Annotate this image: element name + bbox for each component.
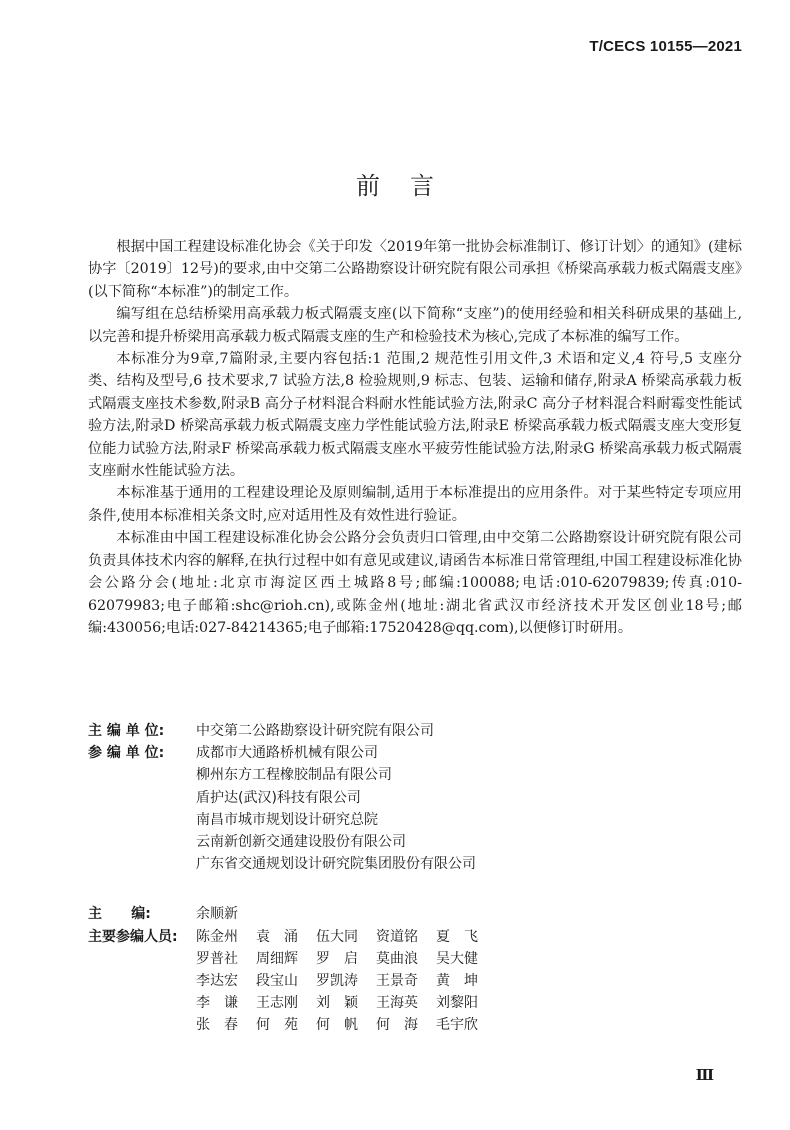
drafter-name: 莫曲浪 [376,950,418,967]
drafter-name: 段宝山 [256,972,298,989]
paragraph: 编写组在总结桥梁用高承载力板式隔震支座(以下简称“支座”)的使用经验和相关科研成果的基础上,以完善和提升桥梁用高承载力板式隔震支座的生产和检验技术为核心,完成了本标准的编写工作。 [88,306,742,345]
participating-unit-row [88,853,728,875]
drafter-name: 吴大健 [436,950,478,967]
foreword-body [88,236,742,639]
drafter-names [196,992,728,1014]
participating-unit-row [88,742,728,764]
participating-unit-row [88,764,728,786]
participating-unit-row [88,787,728,809]
drafter-name: 何 帆 [316,1017,358,1034]
drafter-names [196,948,728,970]
participating-unit-row [88,809,728,831]
drafter-name: 周细辉 [256,950,298,967]
drafters-row [88,992,728,1014]
paragraph: 本标准基于通用的工程建设理论及原则编制,适用于本标准提出的应用条件。对于某些特定专项应用条件,使用本标准相关条文时,应对适用性及有效性进行验证。 [88,485,742,524]
drafter-name: 夏 飞 [436,928,478,945]
participating-unit: 广东省交通规划设计研究院集团股份有限公司 [196,856,476,873]
chief-editor: 余顺新 [196,906,238,923]
drafter-names [196,970,728,992]
drafter-name: 刘黎阳 [436,995,478,1012]
drafter-name: 伍大同 [316,928,358,945]
drafters-row [88,1014,728,1036]
participating-unit-row [88,831,728,853]
drafters-row [88,948,728,970]
drafter-names [196,1014,728,1036]
drafters-row [88,926,728,948]
drafter-name: 罗普社 [196,950,238,967]
drafter-name: 王海英 [376,995,418,1012]
drafter-name: 资道铭 [376,928,418,945]
participating-label: 参 编 单 位: [88,745,165,762]
participating-unit: 成都市大通路桥机械有限公司 [196,745,378,762]
drafter-name: 何 苑 [256,1017,298,1034]
drafter-name: 何 海 [376,1017,418,1034]
chief-editor-row [88,903,728,925]
drafter-name: 李 谦 [196,995,238,1012]
credits-section [88,720,728,1036]
drafter-name: 张 春 [196,1017,238,1034]
participating-unit: 云南新创新交通建设股份有限公司 [196,833,406,850]
participating-unit: 柳州东方工程橡胶制品有限公司 [196,767,392,784]
drafter-name: 王景奇 [376,972,418,989]
drafter-name: 黄 坤 [436,972,478,989]
page-title: 前言 [356,172,464,200]
drafter-name: 刘 颖 [316,995,358,1012]
chief-unit: 中交第二公路勘察设计研究院有限公司 [196,723,434,739]
chief-unit-row [88,720,728,742]
chief-editor-label: 主 编: [88,906,151,923]
drafter-name: 李达宏 [196,972,238,989]
drafters-row [88,970,728,992]
page-number: Ⅲ [695,1066,714,1084]
paragraph: 本标准分为9章,7篇附录,主要内容包括:1 范围,2 规范性引用文件,3 术语和定义,4 符号,5 支座分类、结构及型号,6 技术要求,7 试验方法,8 检验规则,9 标志、包装、运输和储存,附录A 桥梁高承载力板式隔震支座技术参数,附录B 高分子材料混合料耐水性能试验方法,附录C 高分子材料混合料耐霉变性能试验方法,附录D 桥梁高承载力板式隔震支座力学性能试验方法,附录E 桥梁高承载力板式隔震支座大变形复位能力试验方法,附录F 桥梁高承载力板式隔震支座水平疲劳性能试验方法,附录G 桥梁高承载力板式隔震支座耐水性能试验方法。 [88,351,742,480]
drafter-name: 毛宇欣 [436,1017,478,1034]
drafter-name: 罗凯涛 [316,972,358,989]
drafter-name: 罗 启 [316,950,358,967]
participating-unit: 盾护达(武汉)科技有限公司 [196,789,361,806]
participating-unit: 南昌市城市规划设计研究总院 [196,811,378,828]
paragraph: 本标准由中国工程建设标准化协会公路分会负责归口管理,由中交第二公路勘察设计研究院有限公司负责具体技术内容的解释,在执行过程中如有意见或建议,请函告本标准日常管理组,中国工程建设标准化协会公路分会(地址:北京市海淀区西土城路8号;邮编:100088;电话:010-62079839;传真:010-62079983;电子邮箱:shc@rioh.cn),或陈金州(地址:湖北省武汉市经济技术开发区创业18号;邮编:430056;电话:027-84214365;电子邮箱:17520428@qq.com),以便修订时研用。 [88,530,742,636]
drafter-names [196,926,728,948]
drafter-name: 王志刚 [256,995,298,1012]
chief-unit-label: 主 编 单 位: [88,723,165,739]
paragraph: 根据中国工程建设标准化协会《关于印发〈2019年第一批协会标准制订、修订计划〉的通知》(建标协字〔2019〕12号)的要求,由中交第二公路勘察设计研究院有限公司承担《桥梁高承载力板式隔震支座》(以下简称“本标准”)的制定工作。 [88,239,742,300]
drafter-name: 陈金州 [196,928,238,945]
drafter-name: 袁 涌 [256,928,298,945]
drafters-label: 主要参编人员: [88,928,178,945]
standard-code: T/CECS 10155—2021 [589,38,742,55]
